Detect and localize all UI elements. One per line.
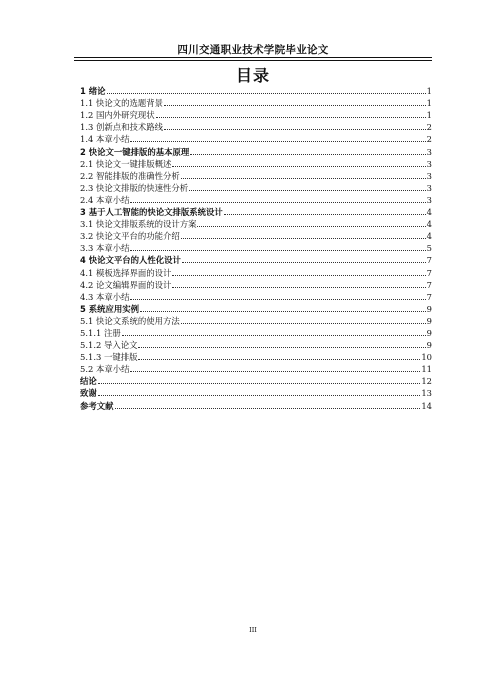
toc-entry-label: 1.1 快论文的选题背景 xyxy=(80,98,163,109)
toc-entry-page: 3 xyxy=(426,170,432,181)
toc-entry-page: 3 xyxy=(426,158,432,169)
toc-leader-dots xyxy=(98,395,421,396)
toc-entry-page: 9 xyxy=(426,303,432,314)
toc-leader-dots xyxy=(130,299,425,300)
toc-leader-dots xyxy=(122,335,426,336)
toc-entry-label: 致谢 xyxy=(80,388,97,399)
toc-entry-page: 3 xyxy=(426,194,432,205)
toc-entry-page: 10 xyxy=(421,352,432,363)
toc-leader-dots xyxy=(181,178,426,179)
toc-entry-page: 1 xyxy=(426,110,432,121)
toc-entry-label: 1.3 创新点和技术路线 xyxy=(80,122,163,133)
toc-entry-label: 1.2 国内外研究现状 xyxy=(80,110,155,121)
toc-leader-dots xyxy=(164,129,426,130)
toc-leader-dots xyxy=(98,383,421,384)
toc-entry[interactable] xyxy=(80,254,432,266)
header-rule-thick xyxy=(74,57,432,58)
toc-entry-label: 4.1 模板选择界面的设计 xyxy=(80,267,172,278)
toc-entry[interactable] xyxy=(80,303,432,315)
toc-entry[interactable] xyxy=(80,85,432,97)
toc-entry-label: 3.2 快论文平台的功能介绍 xyxy=(80,231,180,242)
toc-entry[interactable] xyxy=(80,170,432,182)
header-rule-thin xyxy=(74,60,432,61)
toc-entry[interactable] xyxy=(80,279,432,291)
toc-entry-page: 4 xyxy=(426,219,432,230)
toc-entry[interactable] xyxy=(80,194,432,206)
toc-entry[interactable] xyxy=(80,291,432,303)
toc-leader-dots xyxy=(190,154,425,155)
toc-entry[interactable] xyxy=(80,121,432,133)
toc-leader-dots xyxy=(182,262,426,263)
toc-leader-dots xyxy=(224,214,426,215)
toc-entry[interactable] xyxy=(80,375,432,387)
toc-entry-page: 12 xyxy=(421,376,432,387)
toc-entry-page: 7 xyxy=(426,279,432,290)
toc-title: 目录 xyxy=(235,66,270,85)
toc-entry-label: 参考文献 xyxy=(80,400,114,411)
toc-entry-label: 4 快论文平台的人性化设计 xyxy=(80,255,181,266)
toc-entry[interactable] xyxy=(80,339,432,351)
toc-leader-dots xyxy=(172,287,425,288)
toc-entry[interactable] xyxy=(80,145,432,157)
toc-entry-page: 4 xyxy=(426,231,432,242)
toc-entry-page: 3 xyxy=(426,182,432,193)
toc-entry-page: 3 xyxy=(426,146,432,157)
toc-entry[interactable] xyxy=(80,399,432,411)
toc-entry[interactable] xyxy=(80,363,432,375)
toc-entry-page: 9 xyxy=(426,327,432,338)
toc-entry[interactable] xyxy=(80,315,432,327)
toc-entry-page: 9 xyxy=(426,340,432,351)
toc-leader-dots xyxy=(130,202,425,203)
toc-entry-label: 3 基于人工智能的快论文排版系统设计 xyxy=(80,207,223,218)
toc-entry-page: 7 xyxy=(426,291,432,302)
toc-entry-page: 2 xyxy=(426,134,432,145)
toc-entry-label: 4.2 论文编辑界面的设计 xyxy=(80,279,172,290)
toc-entry[interactable] xyxy=(80,182,432,194)
toc-entry-page: 13 xyxy=(421,388,432,399)
toc-leader-dots xyxy=(130,371,420,372)
toc-entry-label: 1 绪论 xyxy=(80,86,106,97)
toc-entry-label: 2.2 智能排版的准确性分析 xyxy=(80,170,180,181)
toc-entry[interactable] xyxy=(80,327,432,339)
page-number: III xyxy=(249,626,257,634)
toc-entry-page: 7 xyxy=(426,267,432,278)
toc-leader-dots xyxy=(181,323,426,324)
toc-entry-label: 3.3 本章小结 xyxy=(80,243,130,254)
toc-entry-page: 7 xyxy=(426,255,432,266)
toc-leader-dots xyxy=(164,105,426,106)
toc-leader-dots xyxy=(107,93,426,94)
toc-entry[interactable] xyxy=(80,206,432,218)
toc-entry-label: 5.1.3 一键排版 xyxy=(80,352,138,363)
toc-entry-page: 14 xyxy=(421,400,432,411)
toc-entry-label: 5.1.1 注册 xyxy=(80,327,121,338)
toc-leader-dots xyxy=(156,117,426,118)
toc-entry-page: 11 xyxy=(421,364,432,375)
toc-entry-page: 9 xyxy=(426,315,432,326)
toc-entry-page: 1 xyxy=(426,98,432,109)
toc-leader-dots xyxy=(172,275,425,276)
toc-entry[interactable] xyxy=(80,387,432,399)
toc-entry-label: 1.4 本章小结 xyxy=(80,134,130,145)
toc-entry-label: 5 系统应用实例 xyxy=(80,303,139,314)
toc-entry-label: 2.1 快论文一键排版概述 xyxy=(80,158,172,169)
table-of-contents xyxy=(80,85,432,412)
toc-entry-label: 5.1 快论文系统的使用方法 xyxy=(80,315,180,326)
toc-entry-label: 3.1 快论文排版系统的设计方案 xyxy=(80,219,197,230)
toc-leader-dots xyxy=(181,238,426,239)
toc-entry-label: 5.2 本章小结 xyxy=(80,364,130,375)
toc-leader-dots xyxy=(115,408,421,409)
toc-leader-dots xyxy=(138,359,420,360)
toc-entry-page: 2 xyxy=(426,122,432,133)
toc-entry[interactable] xyxy=(80,133,432,145)
toc-entry[interactable] xyxy=(80,158,432,170)
toc-entry[interactable] xyxy=(80,97,432,109)
toc-leader-dots xyxy=(172,166,425,167)
toc-leader-dots xyxy=(138,347,425,348)
toc-leader-dots xyxy=(140,311,426,312)
toc-leader-dots xyxy=(189,190,426,191)
toc-leader-dots xyxy=(197,226,425,227)
toc-leader-dots xyxy=(130,141,425,142)
toc-leader-dots xyxy=(130,250,425,251)
toc-entry-page: 5 xyxy=(426,243,432,254)
toc-entry-label: 4.3 本章小结 xyxy=(80,291,130,302)
toc-entry-page: 1 xyxy=(426,86,432,97)
toc-entry-label: 2.3 快论文排版的快速性分析 xyxy=(80,182,189,193)
toc-entry[interactable] xyxy=(80,242,432,254)
toc-entry-label: 5.1.2 导入论文 xyxy=(80,340,138,351)
toc-entry-label: 结论 xyxy=(80,376,97,387)
toc-entry-label: 2.4 本章小结 xyxy=(80,194,130,205)
toc-entry[interactable] xyxy=(80,109,432,121)
toc-entry[interactable] xyxy=(80,266,432,278)
toc-entry[interactable] xyxy=(80,218,432,230)
page-header: 四川交通职业技术学院毕业论文 xyxy=(177,44,329,56)
toc-entry-label: 2 快论文一键排版的基本原理 xyxy=(80,146,190,157)
toc-entry[interactable] xyxy=(80,230,432,242)
toc-entry[interactable] xyxy=(80,351,432,363)
toc-entry-page: 4 xyxy=(426,207,432,218)
